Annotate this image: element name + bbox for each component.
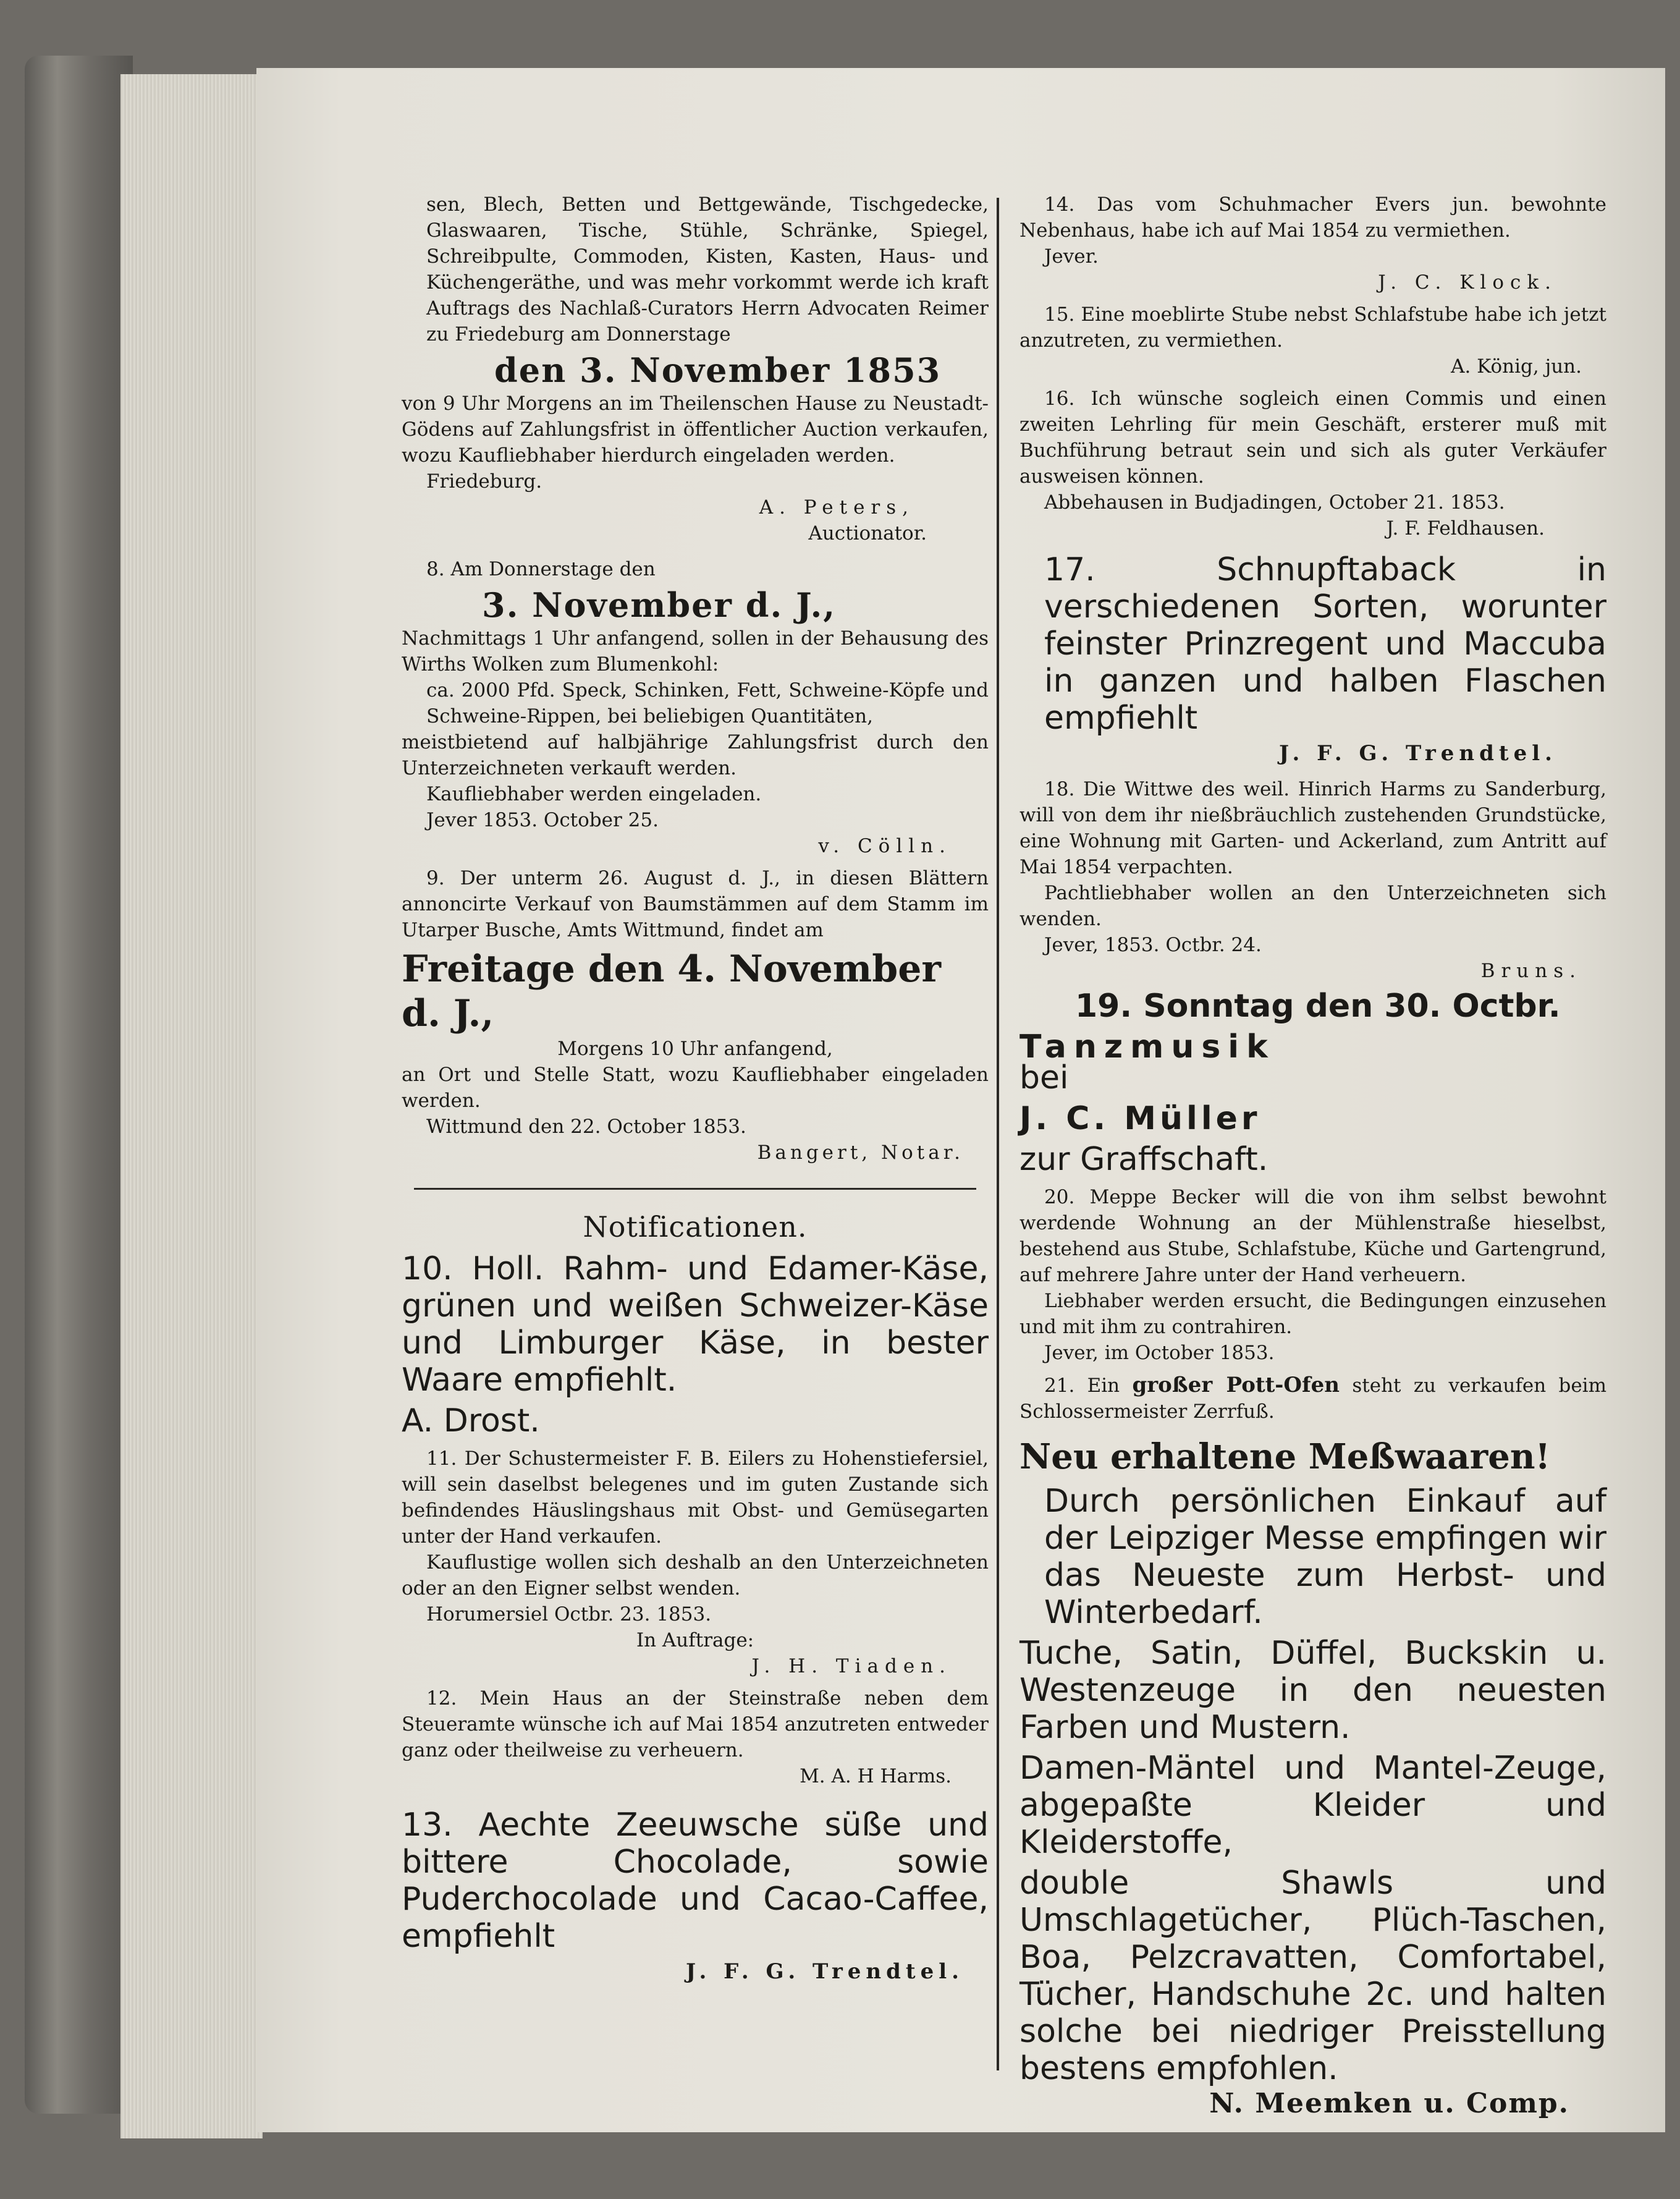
ad15-signature: A. König, jun. [1451,355,1582,378]
ad8-number: 8. Am Donnerstage den [426,558,656,580]
ad20-body: 20. Meppe Becker will die von ihm selbst bewohnt werdende Wohnung an der Mühlenstraße hieselbst, bestehend aus Stube, Schlafstube, Küche und Gartengrund, auf mehrere Jahre unter der Hand verheuern. [1019,1186,1606,1286]
ad22-title: Neu erhaltene Meßwaaren! [1019,1436,1551,1477]
ad12-body: 12. Mein Haus an der Steinstraße neben dem Steueramte wünsche ich auf Mai 1854 anzutreten entweder ganz oder theilweise zu verheuern. [402,1687,989,1761]
ad14-place: Jever. [1044,245,1099,268]
ad8-date: 3. November d. J., [482,585,837,625]
ad22-line1: Tuche, Satin, Düffel, Buckskin u. Westenzeuge in den neuesten Farben und Mustern. [1019,1635,1606,1746]
ad9-time: Morgens 10 Uhr anfangend, [557,1038,833,1060]
section-rule [414,1188,976,1190]
ad16-signature: J. F. Feldhausen. [1386,517,1545,540]
right-column [1019,192,1606,2119]
ad22-line2: Damen-Mäntel und Mantel-Zeuge, abgepaßte Kleider und Kleiderstoffe, [1019,1750,1606,1861]
ad21-item: großer Pott-Ofen [1132,1373,1340,1397]
ad7-date: den 3. November 1853 [494,350,942,390]
ad9-body2: an Ort und Stelle Statt, wozu Kaufliebhaber eingeladen werden. [402,1064,989,1112]
ad7-place: Friedeburg. [426,470,542,493]
ad8-body3: meistbietend auf halbjährige Zahlungsfrist durch den Unterzeichneten verkauft werden. [402,731,989,779]
ad17-text: 17. Schnupftaback in verschiedenen Sorten, worunter feinster Prinzregent und Maccuba in ganzen und halben Flaschen empfiehlt [1044,551,1606,737]
ad18-body: 18. Die Wittwe des weil. Hinrich Harms zu Sanderburg, will von dem ihr nießbräuchlich zustehenden Grundstücke, eine Wohnung mit Garten- und Ackerland, zum Antritt auf Mai 1854 verpachten. [1019,778,1606,878]
ad22-line3: double Shawls und Umschlagetücher, Plüch-Taschen, Boa, Pelzcravatten, Comfortabel, Tücher, Handschuhe 2c. und halten solche bei niedriger Preisstellung bestens empfohlen. [1019,1865,1606,2087]
ad19-bei: bei [1019,1059,1069,1096]
ad9-body: 9. Der unterm 26. August d. J., in diesen Blättern annoncirte Verkauf von Baumstämmen auf dem Stamm im Utarper Busche, Amts Wittmund, findet am [402,867,989,941]
book-spine [25,56,133,2114]
ad19-name: J. C. Müller [1019,1100,1261,1137]
ad9-place: Wittmund den 22. October 1853. [426,1116,746,1138]
ad10-text: 10. Holl. Rahm- und Edamer-Käse, grünen und weißen Schweizer-Käse und Limburger Käse, in bester Waare empfiehlt. [402,1250,989,1399]
ad21-lead: 21. Ein [1044,1375,1120,1397]
ad13-signature: J. F. G. Trendtel. [686,1959,964,1984]
column-divider [997,198,999,2070]
section-title: Notificationen. [583,1210,808,1244]
ad11-body: 11. Der Schustermeister F. B. Eilers zu Hohenstiefersiel, will sein daselbst belegenes und im guten Zustande sich befindendes Häuslingshaus mit Obst- und Gemüsegarten unter der Hand verkaufen. [402,1447,989,1548]
newspaper-page [256,68,1665,2132]
ad8-body4: Kaufliebhaber werden eingeladen. [426,783,762,805]
ad22-intro: Durch persönlichen Einkauf auf der Leipziger Messe empfingen wir das Neueste zum Herbst- und Winterbedarf. [1044,1483,1606,1631]
ad21-text [1019,1372,1606,1425]
ad12-signature: M. A. H Harms. [800,1765,952,1787]
ad11-signature: J. H. Tiaden. [751,1655,952,1677]
ad11-place: Horumersiel Octbr. 23. 1853. [426,1603,712,1625]
ad22-signature: N. Meemken u. Comp. [1209,2088,1569,2119]
ad8-body2: ca. 2000 Pfd. Speck, Schinken, Fett, Schweine-Köpfe und Schweine-Rippen, bei beliebigen Quantitäten, [426,679,989,727]
ad18-place: Jever, 1853. Octbr. 24. [1044,934,1262,956]
ad14-signature: J. C. Klock. [1378,271,1557,294]
ad21-rest: steht zu verkaufen beim Schlossermeister Zerrfuß. [1019,1375,1606,1423]
ad7-intro: sen, Blech, Betten und Bettgewände, Tischgedecke, Glaswaaren, Tische, Stühle, Schränke, Spiegel, Schreibpulte, Commoden, Kisten, Kasten, Haus- und Küchengeräthe, und was mehr vorkommt werde ich kraft Auftrags des Nachlaß-Curators Herrn Advocaten Reimer zu Friedeburg am Donnerstage [426,193,989,345]
ad7-role: Auctionator. [808,522,927,544]
ad20-place: Jever, im October 1853. [1044,1342,1275,1364]
page-edges [120,74,263,2138]
left-column [402,192,989,2077]
ad13-text: 13. Aechte Zeeuwsche süße und bittere Chocolade, sowie Puderchocolade und Cacao-Caffee, empfiehlt [402,1807,989,1955]
ad14-body: 14. Das vom Schuhmacher Evers jun. bewohnte Nebenhaus, habe ich auf Mai 1854 zu vermiethen. [1019,193,1606,242]
ad20-body2: Liebhaber werden ersucht, die Bedingungen einzusehen und mit ihm zu contrahiren. [1019,1290,1606,1338]
ad11-auftrag: In Auftrage: [636,1629,754,1651]
ad7-body: von 9 Uhr Morgens an im Theilenschen Hause zu Neustadt-Gödens auf Zahlungsfrist in öffentlicher Auction verkaufen, wozu Kaufliebhaber hierdurch eingeladen werden. [402,392,989,467]
ad19-title: 19. Sonntag den 30. Octbr. [1075,988,1561,1025]
ad17-signature: J. F. G. Trendtel. [1279,741,1557,766]
ad18-signature: Bruns. [1480,960,1582,982]
ad9-date: Freitage den 4. November d. J., [402,947,942,1035]
ad10-signature: A. Drost. [402,1402,540,1439]
ad16-place: Abbehausen in Budjadingen, October 21. 1853. [1044,491,1505,514]
ad19-place: zur Graffschaft. [1019,1141,1268,1178]
ad8-body1: Nachmittags 1 Uhr anfangend, sollen in der Behausung des Wirths Wolken zum Blumenkohl: [402,627,989,676]
ad11-body2: Kauflustige wollen sich deshalb an den Unterzeichneten oder an den Eigner selbst wenden. [402,1551,989,1599]
ad8-signature: v. Cölln. [818,835,952,857]
ad8-place: Jever 1853. October 25. [426,809,659,831]
ad7-signature: A. Peters, [759,496,914,519]
ad9-signature: Bangert, Notar. [757,1142,964,1164]
ad18-body2: Pachtliebhaber wollen an den Unterzeichneten sich wenden. [1019,882,1606,930]
ad15-body: 15. Eine moeblirte Stube nebst Schlafstube habe ich jetzt anzutreten, zu vermiethen. [1019,303,1606,352]
ad16-body: 16. Ich wünsche sogleich einen Commis und einen zweiten Lehrling für mein Geschäft, ersterer muß mit Buchführung betraut sein und sich als guter Verkäufer ausweisen können. [1019,388,1606,488]
ad19-tanzmusik: Tanzmusik [1019,1028,1275,1066]
